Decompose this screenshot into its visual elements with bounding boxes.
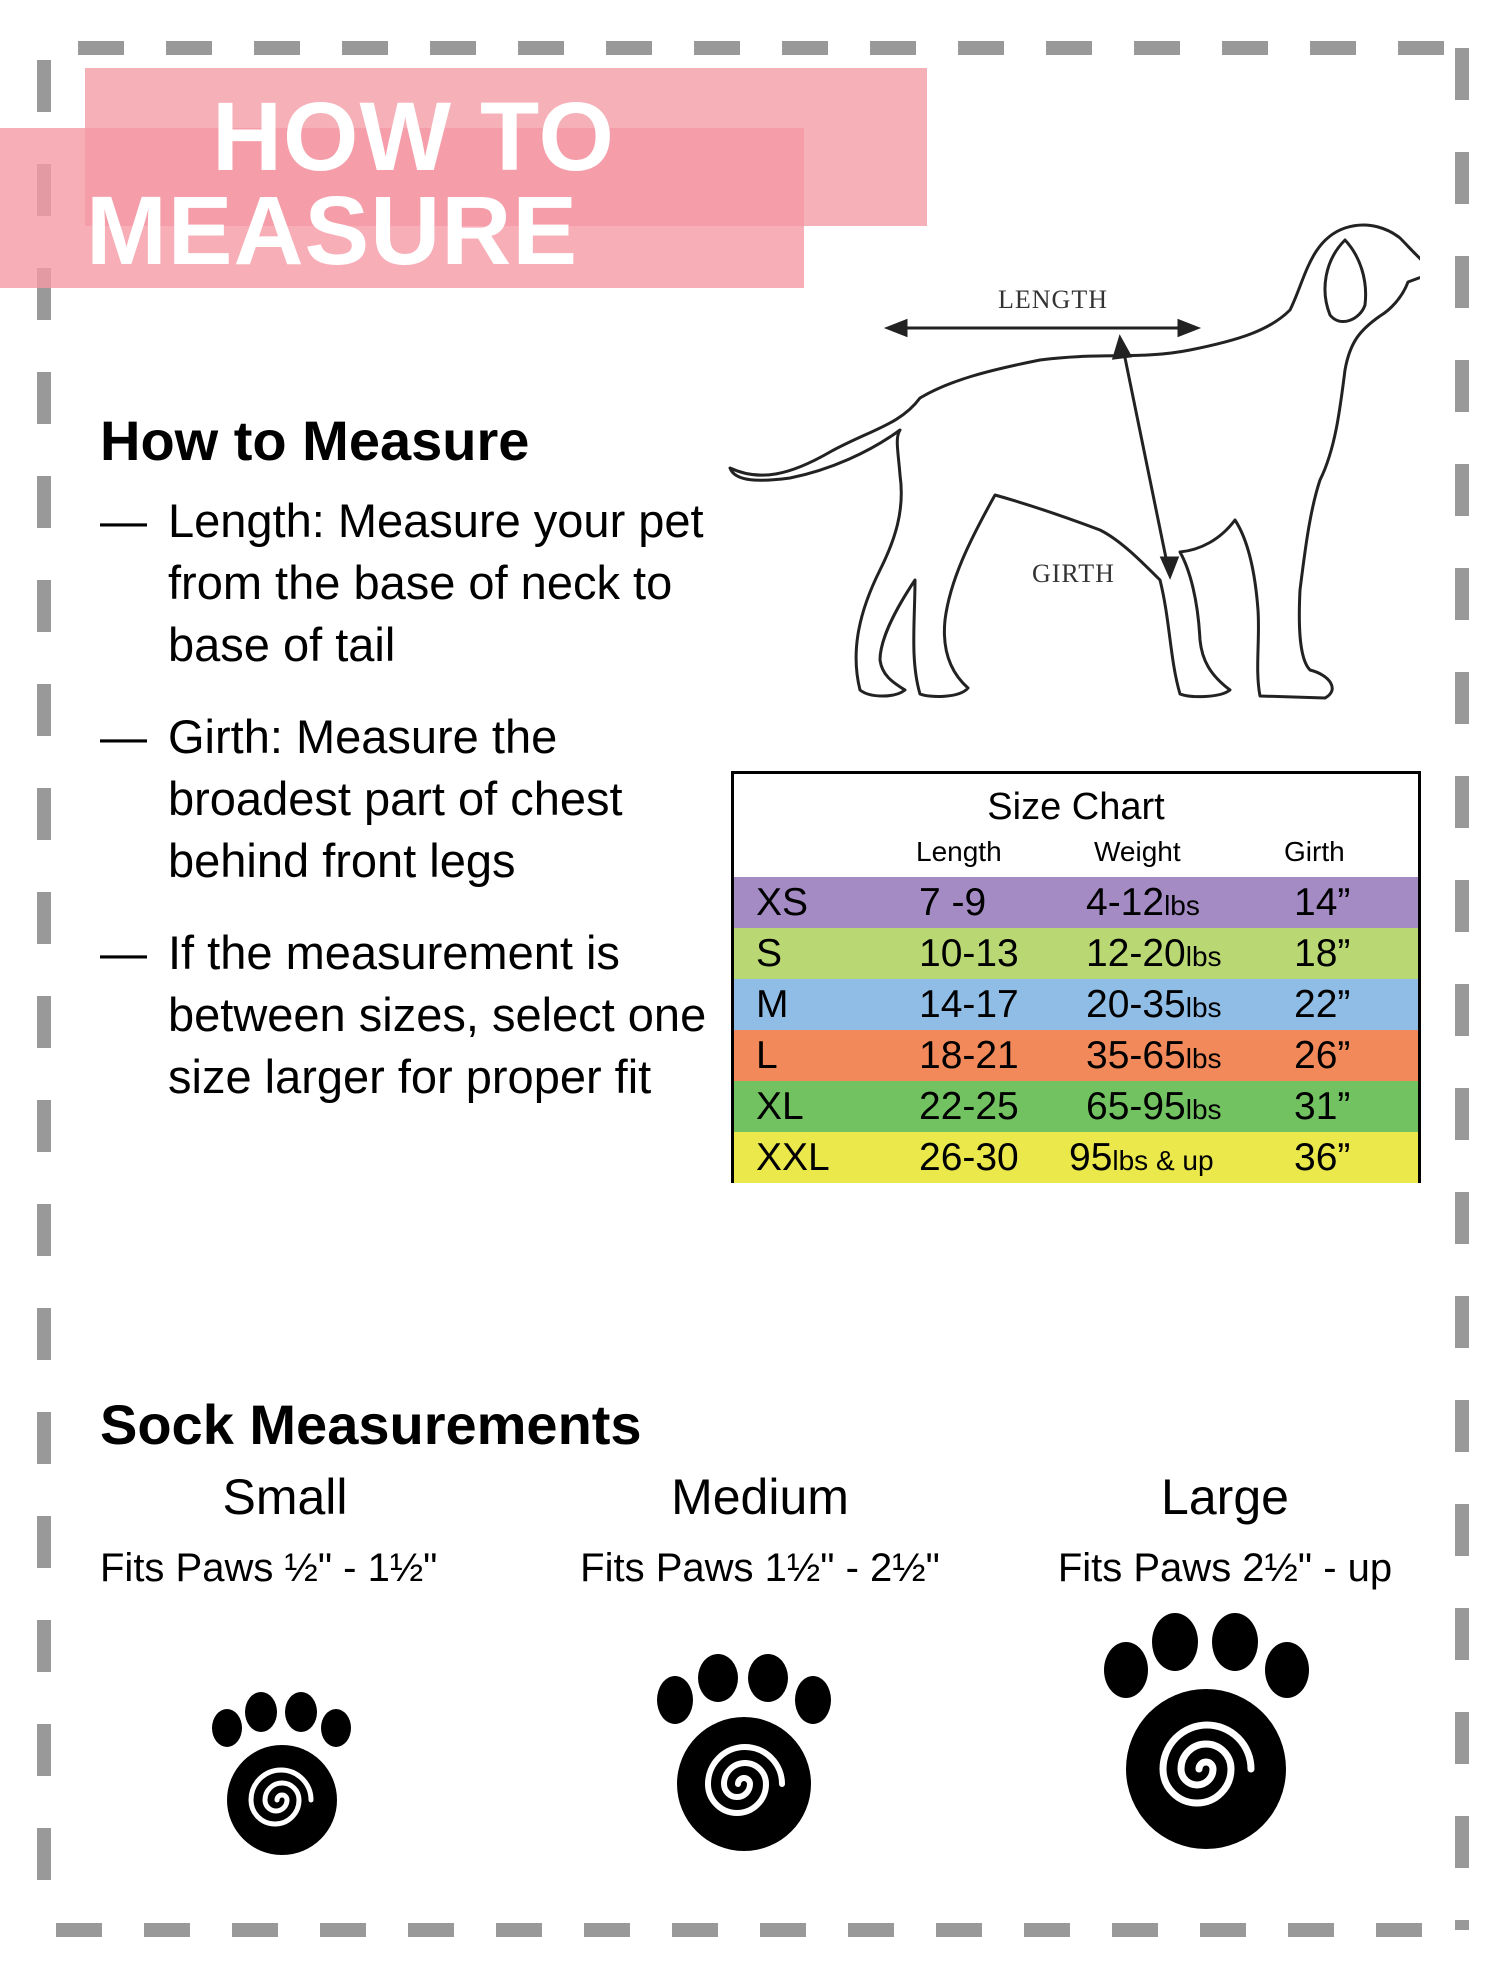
girth-cell: 31” — [1294, 1085, 1351, 1128]
length-cell: 18-21 — [919, 1034, 1019, 1077]
instruction-between-sizes-text: If the measurement is between sizes, select one size larger for proper fit — [168, 926, 707, 1103]
weight-cell — [1086, 932, 1222, 976]
dash-mark: — — [100, 926, 147, 979]
size-row-xxl — [734, 1132, 1418, 1183]
instruction-girth-text: Girth: Measure the broadest part of chest behind front legs — [168, 710, 623, 887]
sock-size-name: Small — [222, 1469, 348, 1525]
size-row-s — [734, 928, 1418, 979]
sock-size-medium — [560, 1468, 960, 1591]
weight-number: 35-65 — [1086, 1034, 1186, 1077]
size-cell: XXL — [756, 1136, 830, 1179]
weight-number: 12-20 — [1086, 932, 1186, 975]
length-cell: 22-25 — [919, 1085, 1019, 1128]
weight-number: 65-95 — [1086, 1085, 1186, 1128]
dog-ear — [1325, 240, 1366, 322]
weight-unit: lbs — [1164, 890, 1200, 921]
size-chart-title: Size Chart — [987, 786, 1165, 828]
sock-size-small — [100, 1468, 470, 1591]
paw-icon-small — [210, 1690, 360, 1855]
sock-size-name: Medium — [671, 1469, 849, 1525]
size-cell: XS — [756, 881, 809, 924]
weight-cell — [1069, 1136, 1214, 1180]
column-header-weight: Weight — [1094, 836, 1181, 867]
length-cell: 7 -9 — [919, 881, 987, 924]
how-to-measure-heading: How to Measure — [100, 409, 530, 472]
girth-cell: 14” — [1294, 881, 1351, 924]
weight-cell — [1086, 881, 1200, 925]
girth-cell: 26” — [1294, 1034, 1351, 1077]
length-label: LENGTH — [998, 285, 1108, 314]
instruction-between-sizes — [100, 922, 720, 1108]
girth-cell: 36” — [1294, 1136, 1351, 1179]
size-row-xl — [734, 1081, 1418, 1132]
girth-label: GIRTH — [1032, 559, 1115, 588]
weight-unit: lbs & up — [1112, 1145, 1214, 1176]
instruction-girth — [100, 706, 720, 892]
size-chart-table — [731, 771, 1421, 1183]
column-header-length: Length — [916, 836, 1002, 867]
paw-icon-medium — [655, 1652, 839, 1852]
weight-unit: lbs — [1185, 1043, 1222, 1074]
sock-size-fit: Fits Paws 2½" - up — [1057, 1546, 1393, 1590]
dash-mark: — — [100, 494, 147, 547]
weight-cell — [1086, 1034, 1222, 1078]
weight-unit: lbs — [1185, 941, 1222, 972]
girth-cell: 18” — [1294, 932, 1351, 975]
size-chart-rows — [734, 877, 1418, 1183]
sock-size-name: Large — [1161, 1469, 1289, 1525]
banner-title-line1: HOW TO — [212, 82, 615, 191]
measure-instructions — [100, 490, 720, 1138]
length-cell: 14-17 — [919, 983, 1019, 1026]
weight-number: 20-35 — [1086, 983, 1186, 1026]
weight-cell — [1086, 983, 1222, 1027]
size-cell: XL — [756, 1085, 804, 1128]
sock-size-large — [1040, 1468, 1410, 1591]
paw-icon-large — [1102, 1612, 1314, 1852]
instruction-length-text: Length: Measure your pet from the base of neck to base of tail — [168, 494, 704, 671]
sock-measurements-heading: Sock Measurements — [100, 1393, 642, 1456]
instruction-length — [100, 490, 720, 676]
size-row-l — [734, 1030, 1418, 1081]
size-row-xs — [734, 877, 1418, 928]
dash-mark: — — [100, 710, 147, 763]
dog-measurement-diagram — [720, 220, 1420, 760]
sock-size-fit: Fits Paws ½" - 1½" — [100, 1546, 438, 1590]
weight-number: 95 — [1069, 1136, 1113, 1179]
weight-unit: lbs — [1185, 992, 1222, 1023]
column-header-girth: Girth — [1284, 836, 1345, 867]
weight-unit: lbs — [1185, 1094, 1222, 1125]
length-cell: 10-13 — [919, 932, 1019, 975]
banner-title-line2: MEASURE — [86, 176, 579, 285]
size-row-m — [734, 979, 1418, 1030]
girth-cell: 22” — [1294, 983, 1351, 1026]
size-cell: S — [756, 932, 783, 975]
weight-number: 4-12 — [1086, 881, 1165, 924]
size-cell: M — [756, 983, 789, 1026]
length-cell: 26-30 — [919, 1136, 1019, 1179]
sock-size-fit: Fits Paws 1½" - 2½" — [580, 1546, 940, 1590]
size-cell: L — [756, 1034, 778, 1077]
weight-cell — [1086, 1085, 1222, 1129]
